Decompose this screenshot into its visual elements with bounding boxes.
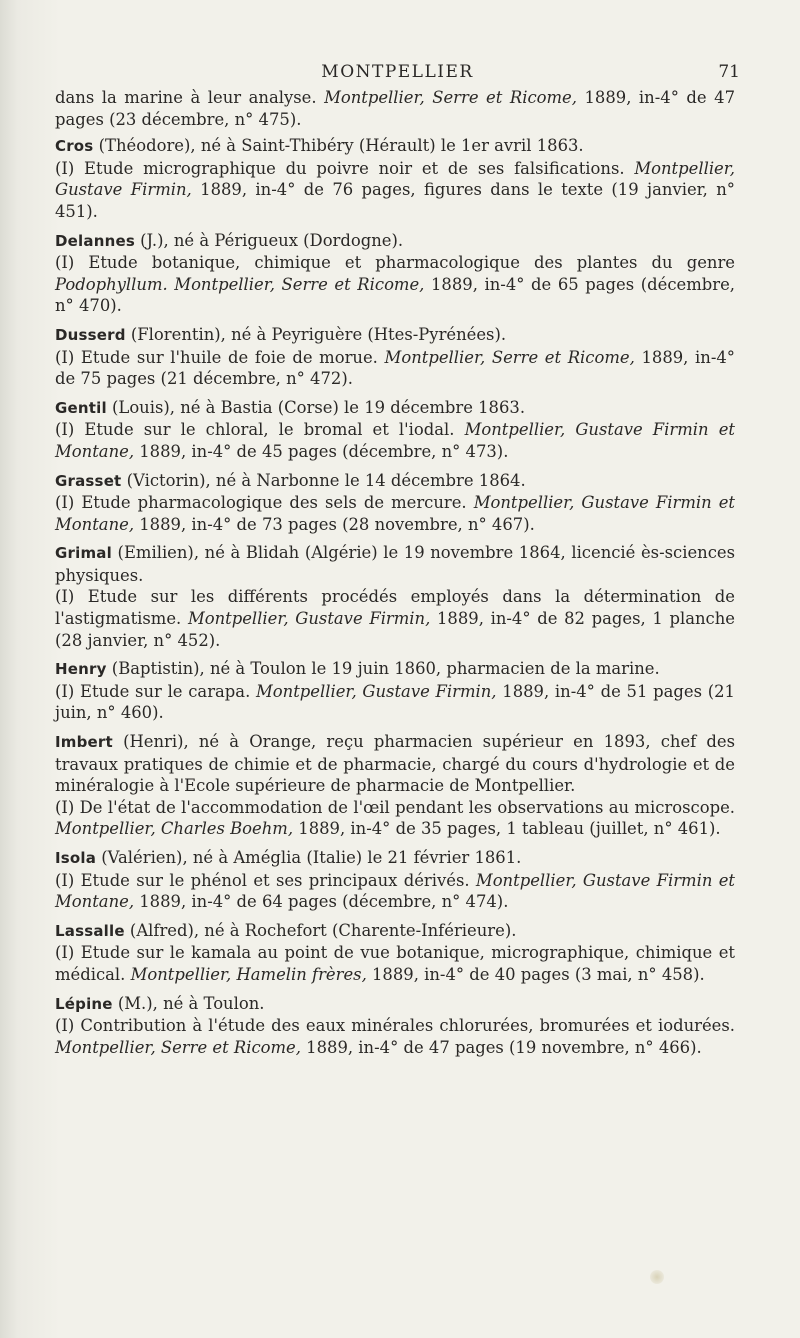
author-name: Lassalle (55, 921, 125, 940)
author-bio: (Emilien), né à Blidah (Algérie) le 19 novembre 1864, licencié ès-sciences physiques. (55, 543, 735, 585)
entry-delannes (55, 230, 735, 317)
author-bio: (Victorin), né à Narbonne le 14 décembre 1864. (121, 470, 526, 490)
entry-grasset (55, 470, 735, 536)
author-name: Henry (55, 660, 107, 679)
work-title: (I) Etude sur le carapa. (55, 681, 257, 701)
work-publisher: Montpellier, Gustave Firmin et Montane, (55, 420, 735, 461)
continuation-paragraph (55, 87, 735, 130)
work-publisher: Montpellier, Serre et Ricome, (55, 1037, 301, 1057)
work-title: (I) Etude sur les différents procédés employés dans la détermination de l'astigmatisme. (55, 587, 735, 629)
work-details: 1889, in-4° de 51 pages (21 juin, n° 460). (55, 681, 735, 723)
author-name: Lépine (55, 994, 113, 1013)
entry-cros (55, 135, 735, 222)
work-title: (I) Etude sur l'huile de foie de morue. (55, 347, 385, 367)
entry-lassalle (55, 920, 735, 986)
intro-details: 1889, in-4° de 47 pages (23 décembre, n° 475). (55, 88, 735, 129)
work-title: (I) Etude botanique, chimique et pharmacologique des plantes du genre (55, 253, 735, 273)
page-number: 71 (718, 62, 740, 82)
work-publisher: Podophyllum. Montpellier, Serre et Ricome, (55, 274, 425, 294)
work-publisher: Montpellier, Gustave Firmin, (55, 158, 735, 200)
work-title: (I) Etude micrographique du poivre noir et de ses falsifications. (55, 158, 635, 178)
entry-isola (55, 847, 735, 913)
running-title: MONTPELLIER (321, 62, 474, 82)
entry-dusserd (55, 324, 735, 390)
entry-lepine (55, 993, 735, 1059)
author-name: Isola (55, 849, 97, 867)
entry-henry (55, 658, 735, 724)
author-bio: (Alfred), né à Rochefort (Charente-Inférieure). (124, 920, 517, 940)
page-header (55, 62, 740, 86)
intro-publisher: Montpellier, Serre et Ricome, (324, 88, 577, 107)
author-name: Imbert (55, 733, 113, 752)
work-title: (I) Etude pharmacologique des sels de mercure. (55, 493, 474, 513)
work-title: (I) Etude sur le kamala au point de vue botanique, micrographique, chimique et médical. (55, 943, 735, 984)
author-bio: (Théodore), né à Saint-Thibéry (Hérault) le 1er avril 1863. (93, 136, 584, 156)
intro-text: dans la marine à leur analyse. (55, 88, 325, 107)
work-details: 1889, in-4° de 82 pages, 1 planche (28 janvier, n° 452). (55, 609, 735, 650)
work-details: 1889, in-4° de 47 pages (19 novembre, n° 466). (300, 1037, 702, 1057)
author-name: Dusserd (55, 325, 126, 344)
work-details: 1889, in-4° de 45 pages (décembre, n° 473). (134, 441, 509, 461)
work-details: 1889, in-4° de 75 pages (21 décembre, n° 472). (55, 347, 735, 389)
work-publisher: Montpellier, Gustave Firmin et Montane, (55, 493, 736, 534)
page-body (55, 87, 735, 1065)
work-details: 1889, in-4° de 65 pages (décembre, n° 470). (55, 274, 735, 316)
entry-gentil (55, 397, 735, 463)
work-details: 1889, in-4° de 35 pages, 1 tableau (juillet, n° 461). (293, 819, 721, 839)
author-name: Grasset (55, 471, 122, 490)
author-name: Gentil (55, 398, 107, 417)
work-title: (I) Etude sur le chloral, le bromal et l'iodal. (55, 420, 465, 440)
author-bio: (Baptistin), né à Toulon le 19 juin 1860, pharmacien de la marine. (106, 659, 660, 679)
work-title: (I) Contribution à l'étude des eaux minérales chlorurées, bromurées et iodurées. (55, 1016, 735, 1036)
author-bio: (M.), né à Toulon. (112, 993, 265, 1013)
work-title: (I) Etude sur le phénol et ses principaux dérivés. (55, 870, 476, 890)
work-publisher: Montpellier, Serre et Ricome, (384, 347, 635, 367)
work-details: 1889, in-4° de 40 pages (3 mai, n° 458). (366, 964, 705, 984)
work-title: (I) De l'état de l'accommodation de l'œil pendant les observations au microscope. (55, 797, 735, 817)
work-publisher: Montpellier, Gustave Firmin et Montane, (55, 870, 735, 912)
paper-stain (650, 1270, 664, 1284)
entry-imbert (55, 731, 735, 840)
author-name: Grimal (55, 544, 112, 563)
author-bio: (Louis), né à Bastia (Corse) le 19 décembre 1863. (106, 397, 526, 417)
work-publisher: Montpellier, Charles Boehm, (55, 819, 294, 839)
work-details: 1889, in-4° de 73 pages (28 novembre, n° 467). (134, 514, 535, 534)
work-publisher: Montpellier, Gustave Firmin, (187, 609, 431, 629)
work-publisher: Montpellier, Hamelin frères, (130, 964, 367, 984)
work-details: 1889, in-4° de 64 pages (décembre, n° 474). (134, 892, 509, 912)
author-bio: (Florentin), né à Peyriguère (Htes-Pyrénées). (125, 324, 507, 344)
author-name: Cros (55, 137, 94, 156)
author-name: Delannes (55, 231, 135, 250)
entry-grimal (55, 542, 735, 651)
work-publisher: Montpellier, Gustave Firmin, (256, 681, 497, 701)
author-bio: (J.), né à Périgueux (Dordogne). (134, 230, 404, 250)
author-bio: (Valérien), né à Améglia (Italie) le 21 février 1861. (96, 848, 522, 867)
work-details: 1889, in-4° de 76 pages, figures dans le texte (19 janvier, n° 451). (55, 180, 736, 221)
author-bio: (Henri), né à Orange, reçu pharmacien supérieur en 1893, chef des travaux pratiques de chimie et de pharmacie, chargé du cours d'hydrologie et de minéralogie à l'Ecole supérieure de pharmacie de Montpellier. (55, 732, 735, 796)
